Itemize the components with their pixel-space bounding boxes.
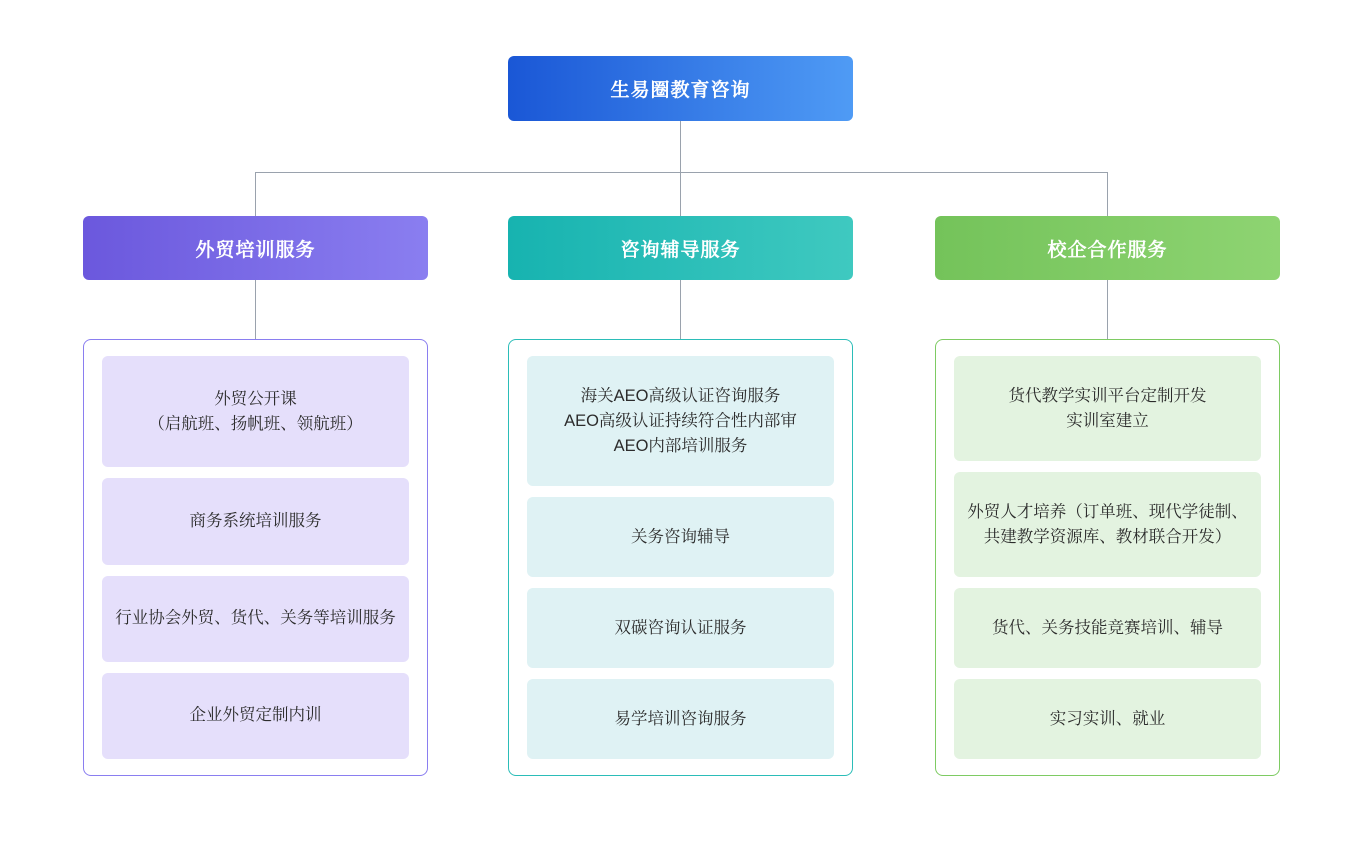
branch-0-item-0[interactable]: [102, 356, 409, 467]
branch-0-item-0-label: 外贸公开课 （启航班、扬帆班、领航班）: [148, 389, 363, 433]
branch-1-item-0-label: 海关AEO高级认证咨询服务 AEO高级认证持续符合性内部审 AEO内部培训服务: [564, 386, 797, 455]
branch-header-1[interactable]: [508, 216, 853, 280]
branch-header-2-label: 校企合作服务: [1047, 239, 1168, 261]
connector-branch-2-down: [1107, 172, 1108, 216]
branch-2-item-0-label: 货代教学实训平台定制开发 实训室建立: [1008, 386, 1207, 430]
branch-1-item-2-label: 双碳咨询认证服务: [614, 618, 747, 637]
connector-branch-2-body: [1107, 280, 1108, 339]
branch-2-item-2-label: 货代、关务技能竞赛培训、辅导: [992, 618, 1223, 637]
branch-1-item-1[interactable]: [527, 497, 834, 577]
branch-header-1-label: 咨询辅导服务: [620, 239, 741, 261]
branch-body-0: [83, 339, 428, 776]
connector-branch-1-body: [680, 280, 681, 339]
branch-header-0[interactable]: [83, 216, 428, 280]
branch-header-2[interactable]: [935, 216, 1280, 280]
branch-0-item-3[interactable]: [102, 673, 409, 759]
root-node[interactable]: [508, 56, 853, 121]
branch-2-item-3-label: 实习实训、就业: [1049, 709, 1166, 728]
branch-body-2: [935, 339, 1280, 776]
connector-bus: [255, 172, 1107, 173]
branch-2-item-1-label: 外贸人才培养（订单班、现代学徒制、共建教学资源库、教材联合开发）: [967, 502, 1248, 546]
branch-1-item-1-label: 关务咨询辅导: [631, 527, 730, 546]
branch-1-item-3[interactable]: [527, 679, 834, 759]
branch-1-item-0[interactable]: [527, 356, 834, 486]
branch-1-item-3-label: 易学培训咨询服务: [614, 709, 747, 728]
root-node-label: 生易圈教育咨询: [610, 80, 751, 101]
branch-0-item-1-label: 商务系统培训服务: [189, 511, 322, 530]
branch-0-item-3-label: 企业外贸定制内训: [189, 706, 322, 725]
branch-body-1: [508, 339, 853, 776]
connector-branch-1-down: [680, 172, 681, 216]
connector-branch-0-down: [255, 172, 256, 216]
branch-header-0-label: 外贸培训服务: [195, 239, 316, 261]
branch-2-item-0[interactable]: [954, 356, 1261, 461]
branch-0-item-2[interactable]: [102, 576, 409, 662]
connector-branch-0-body: [255, 280, 256, 339]
branch-2-item-1[interactable]: [954, 472, 1261, 577]
branch-2-item-2[interactable]: [954, 588, 1261, 668]
branch-0-item-1[interactable]: [102, 478, 409, 564]
connector-root-down: [680, 121, 681, 173]
branch-2-item-3[interactable]: [954, 679, 1261, 759]
branch-1-item-2[interactable]: [527, 588, 834, 668]
branch-0-item-2-label: 行业协会外贸、货代、关务等培训服务: [115, 609, 396, 628]
